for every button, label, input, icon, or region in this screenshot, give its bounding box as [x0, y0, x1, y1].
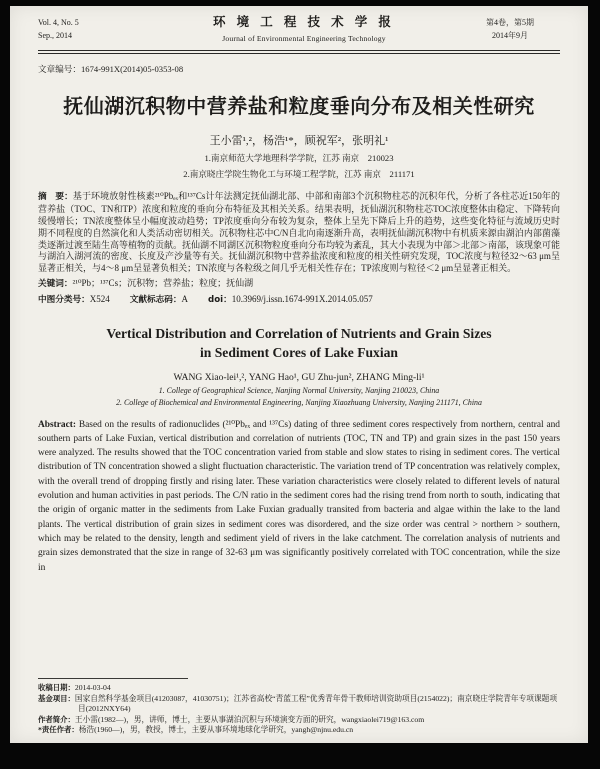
- doc-code-value: A: [181, 293, 189, 304]
- abstract-en-text: Based on the results of radionuclides (²¹⁰Pbₑₓ and ¹³⁷Cs) dating of three sediment cores respectively from northern, central and southern parts of Lake Fuxian, vertical distribution and correlation of nutrients (TOC, TN and TP) and grain sizes in the past 150 years were analyzed. The results showed that the TOC concentration varied from stable and slow states to rising in sediment cores. The vertical distribution of TN concentration showed a slight fluctuation characteristic. The variation trend of TP concentration was relatively complex, with the overall trend of dropping firstly and rising later. These variation characteristics were closely related to different levels of natural evolution and human activities in past periods. The C/N ratio in the sediment cores had the rising trend from north to south, indicating that the origin of organic matter in the sediments from Lake Fuxian gradually transited from bacteria and algae within the lake to the land plants. The vertical distribution of grain sizes in sediment cores was disordered, and the size order was central > northern > southern, which may be related to the density, length and sediment yield of rivers in the lake catchment. The correlation analysis of nutrients and grain sizes demonstrated that the size in range of 32-63 μm was significantly positively correlated with TOC concentration, while the size in: [38, 419, 560, 573]
- keywords-label: 关键词：: [38, 278, 73, 289]
- journal-masthead: [38, 16, 560, 45]
- journal-title-english: Journal of Environmental Engineering Technology: [222, 34, 386, 43]
- authors-english: WANG Xiao-lei¹,², YANG Hao¹, GU Zhu-jun², ZHANG Ming-li¹: [173, 371, 425, 383]
- footnote-block: [38, 678, 560, 736]
- funding-text: 国家自然科学基金项目(41203087，41030751)；江苏省高校“青蓝工程”优秀青年骨干教师培训资助项目(2154022)；南京晓庄学院青年专项课题项目(2012NXY64): [74, 693, 558, 714]
- received-date: 2014-03-04: [74, 683, 111, 693]
- funding-label: 基金项目：: [38, 693, 75, 703]
- doi-value: 10.3969/j.issn.1674-991X.2014.05.057: [231, 293, 373, 304]
- article-number: 文章编号：1674-991X(2014)05-0353-08: [38, 64, 184, 75]
- keywords-text: ²¹⁰Pb；¹³⁷Cs；沉积物；营养盐；粒度；抚仙湖: [72, 277, 254, 288]
- footnote-received: [38, 683, 560, 694]
- abstract-en-label: Abstract:: [38, 419, 77, 430]
- title-en-line1: Vertical Distribution and Correlation of Nutrients and Grain Sizes: [106, 325, 492, 341]
- affiliation-cn-2: 2.南京晓庄学院生物化工与环境工程学院，江苏 南京 211171: [183, 169, 415, 180]
- corresponding-text: 杨浩(1960—)，男，教授，博士，主要从事环境地球化学研究，yangh@njnu.edu.cn: [78, 725, 354, 735]
- article-title-english: [38, 324, 560, 362]
- received-label: 收稿日期：: [38, 683, 75, 693]
- abstract-english: [38, 418, 560, 575]
- classification-line: [38, 294, 560, 307]
- masthead-left: [38, 16, 148, 42]
- abstract-cn-text: 基于环境放射性核素²¹⁰Pbₑₓ和¹³⁷Cs计年法测定抚仙湖北部、中部和南部3个沉积物柱芯的沉积年代，分析了各柱芯近150年的营养盐（TOC、TN和TP）浓度和粒度的垂向分布特征及其相关关系。结果表明，抚仙湖沉积物柱芯TOC浓度整体由稳定、下降转向缓慢增长；TN浓度整体呈小幅度波动趋势；TP浓度垂向分布较为复杂，整体上呈先下降后上升的趋势，这些变化特征与流域历史时期不同程度的自然演化和人类活动密切相关。沉积物柱芯中C/N自北向南逐渐升高，表明抚仙湖沉积物中有机质来源由湖泊内部菌藻类逐渐过渡至陆生高等植物的贡献。抚仙湖不同湖区沉积物粒度垂向分布均较为紊乱，其大小表现为中部＞北部＞南部，该现象可能与湖泊入湖河流的密度、长度及产沙量等有关。抚仙湖沉积物中营养盐浓度和粒度的相关性研究发现，TOC浓度与粒径32～63 μm呈显著正相关，与4～8 μm呈显著负相关；TN浓度与各粒级之间几乎无相关性存在；TP浓度则与粒径＜2 μm呈显著正相关。: [38, 191, 561, 274]
- doi-label: doi：: [208, 294, 232, 305]
- masthead-center: [148, 16, 460, 45]
- article-title-chinese: 抚仙湖沉积物中营养盐和粒度垂向分布及相关性研究: [63, 94, 535, 119]
- footnote-funding: [38, 694, 560, 715]
- affiliation-en-1: 1. College of Geographical Science, Nanjing Normal University, Nanjing 210023, China: [158, 385, 440, 395]
- title-en-line2: in Sediment Cores of Lake Fuxian: [199, 344, 398, 360]
- footnote-corresponding: [38, 725, 560, 736]
- corresponding-label: *责任作者：: [38, 725, 79, 735]
- masthead-right: [460, 16, 560, 42]
- journal-title-chinese: 环 境 工 程 技 术 学 报: [213, 15, 395, 29]
- issue-date-cn: 2014年9月: [492, 31, 528, 40]
- author-bio-label: 作者简介：: [38, 714, 75, 724]
- issue-date-en: Sep., 2014: [38, 31, 72, 40]
- footnote-author-bio: [38, 715, 560, 726]
- doc-code-label: 文献标志码：: [129, 294, 182, 305]
- authors-chinese: 王小雷¹,²，杨浩¹*，顾祝军²，张明礼¹: [209, 135, 389, 148]
- masthead-divider: [38, 50, 560, 54]
- affiliation-cn-1: 1.南京师范大学地理科学学院，江苏 南京 210023: [204, 153, 394, 164]
- abstract-chinese: [38, 191, 560, 275]
- clc-label: 中图分类号：: [38, 294, 90, 305]
- abstract-cn-label: 摘 要：: [38, 192, 73, 203]
- clc-value: X524: [89, 293, 110, 304]
- affiliation-en-2: 2. College of Biochemical and Environmental Engineering, Nanjing Xiaozhuang University, Nanjing 211171, China: [116, 397, 482, 407]
- volume-issue-cn: 第4卷，第5期: [486, 18, 534, 27]
- volume-issue-en: Vol. 4, No. 5: [38, 18, 79, 27]
- paper-page: [10, 6, 588, 743]
- footnote-divider: [38, 678, 188, 679]
- keywords-line: [38, 278, 560, 291]
- author-bio-text: 王小雷(1982—)，男，讲师，博士，主要从事湖泊沉积与环境演变方面的研究，wangxiaolei719@163.com: [74, 714, 425, 724]
